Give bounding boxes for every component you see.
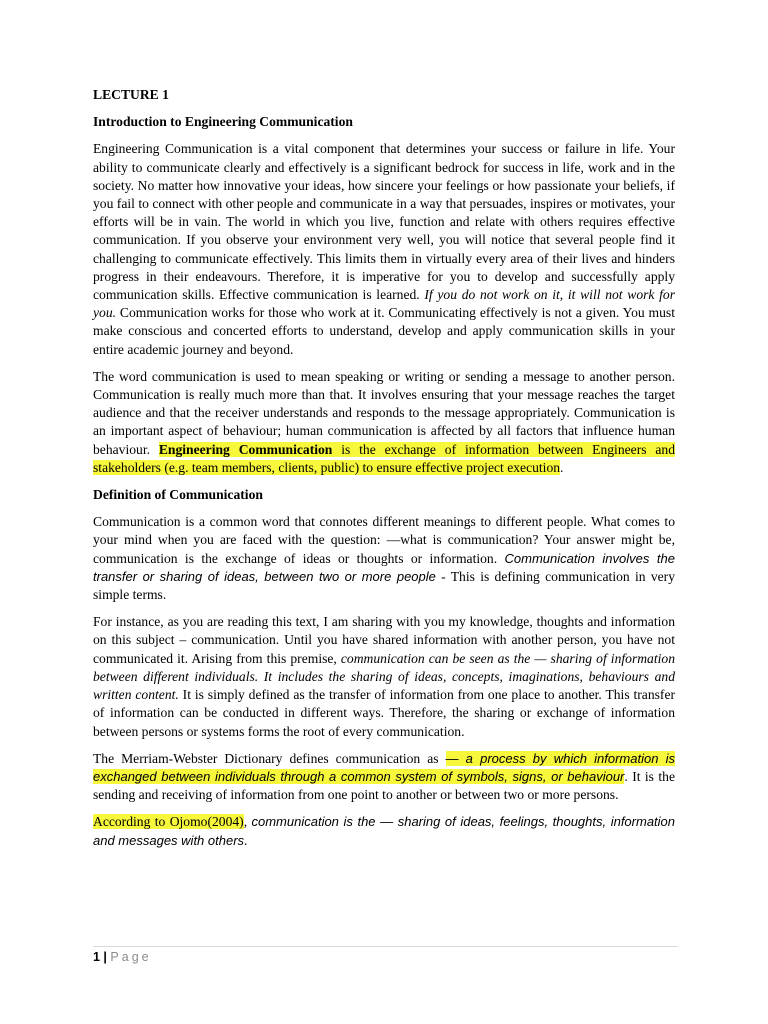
p5-highlight-quote: — a process by which information is exchanged between individuals through a common system of symbols, signs, or behaviour — [93, 750, 675, 784]
p4-italic-definition: communication can be seen as the — sharing of information between different individuals. It includes the sharing of ideas, concepts, imaginations, behaviours and written content. — [93, 650, 675, 703]
document-page — [93, 86, 675, 859]
definition-paragraph-4 — [93, 813, 675, 849]
lecture-title: LECTURE 1 — [93, 87, 169, 102]
p3-text-c: - This is defining communication in very simple terms. — [93, 568, 675, 603]
intro-heading: Introduction to Engineering Communication — [93, 114, 353, 130]
p1-text-c: Communication works for those who work at it. Communicating effectively is not a given. You must make conscious and concerted efforts to understand, develop and apply communication skills in your entire academic journey and beyond. — [93, 305, 675, 357]
p6-highlight-citation: According to Ojomo(2004) — [93, 814, 244, 830]
definition-paragraph-1 — [93, 513, 675, 604]
p5-text-a: The Merriam-Webster Dictionary defines communication as — [93, 750, 446, 766]
p3-italic-definition: Communication involves the transfer or sharing of ideas, between two or more people — [93, 550, 676, 584]
p2-highlight-term: Engineering Communication — [158, 441, 333, 457]
definition-paragraph-2 — [93, 613, 675, 740]
page-number: 1 — [93, 950, 100, 964]
p4-text-c: It is simply defined as the transfer of information from one place to another. This transfer of information can be conducted in different ways. Therefore, the sharing or exchange of information between persons or systems forms the root of every communication. — [93, 687, 676, 739]
p2-highlight-definition: is the exchange of information between Engineers and stakeholders (e.g. team members, clients, public) to ensure effective project execution — [93, 441, 675, 475]
p1-text-a: Engineering Communication is a vital component that determines your success or failure in life. Your ability to communicate clearly and effectively is a significant bedrock for success in life, work and in the society. No matter how innovative your ideas, how sincere your feelings or how passionate your beliefs, if you fail to connect with other people and communicate in a way that persuades, inspires or motivates, your efforts will be in vain. The world in which you live, function and relate with others requires effective communication. If you observe your environment very well, you will notice that several people find it challenging to communicate effectively. This limits them in virtually every area of their lives and hinders progress in their endeavours. Therefore, it is imperative for you to develop and successfully apply communication skills. Effective communication is learned. — [93, 141, 675, 303]
page-footer — [93, 946, 678, 964]
p6-text-d: . — [244, 832, 248, 848]
p2-text-a: The word communication is used to mean speaking or writing or sending a message to another person. Communication is really much more than that. It involves ensuring that your message reaches the target audience and that the receiver understands and responds to the message appropriately. Communication is an important aspect of behaviour; human communication is affected by all factors that influence human behaviour. — [93, 368, 675, 457]
p4-text-a: For instance, as you are reading this text, I am sharing with you my knowledge, thoughts and information on this subject – communication. Until you have shared information with another person, you have not communicated it. Arising from this premise, — [93, 614, 675, 666]
p6-text-b: , — [243, 814, 252, 830]
p2-text-d: . — [560, 459, 564, 475]
page-label: Page — [110, 950, 152, 964]
definition-paragraph-3 — [93, 750, 675, 805]
p1-italic-quote: If you do not work on it, it will not work for you. — [93, 287, 675, 321]
p6-italic-quote: communication is the — sharing of ideas, feelings, thoughts, information and messages with others — [93, 814, 676, 848]
definition-heading: Definition of Communication — [93, 487, 263, 503]
p5-text-c: . It is the sending and receiving of information from one point to another or between two or more persons. — [93, 768, 675, 803]
intro-paragraph-2 — [93, 368, 675, 477]
p3-text-a: Communication is a common word that connotes different meanings to different people. What comes to your mind when you are faced with the question: —what is communication? Your answer might be, communication is the exchange of ideas or thoughts or information. — [93, 514, 675, 566]
intro-paragraph-1 — [93, 140, 675, 358]
footer-separator: | — [99, 950, 111, 964]
